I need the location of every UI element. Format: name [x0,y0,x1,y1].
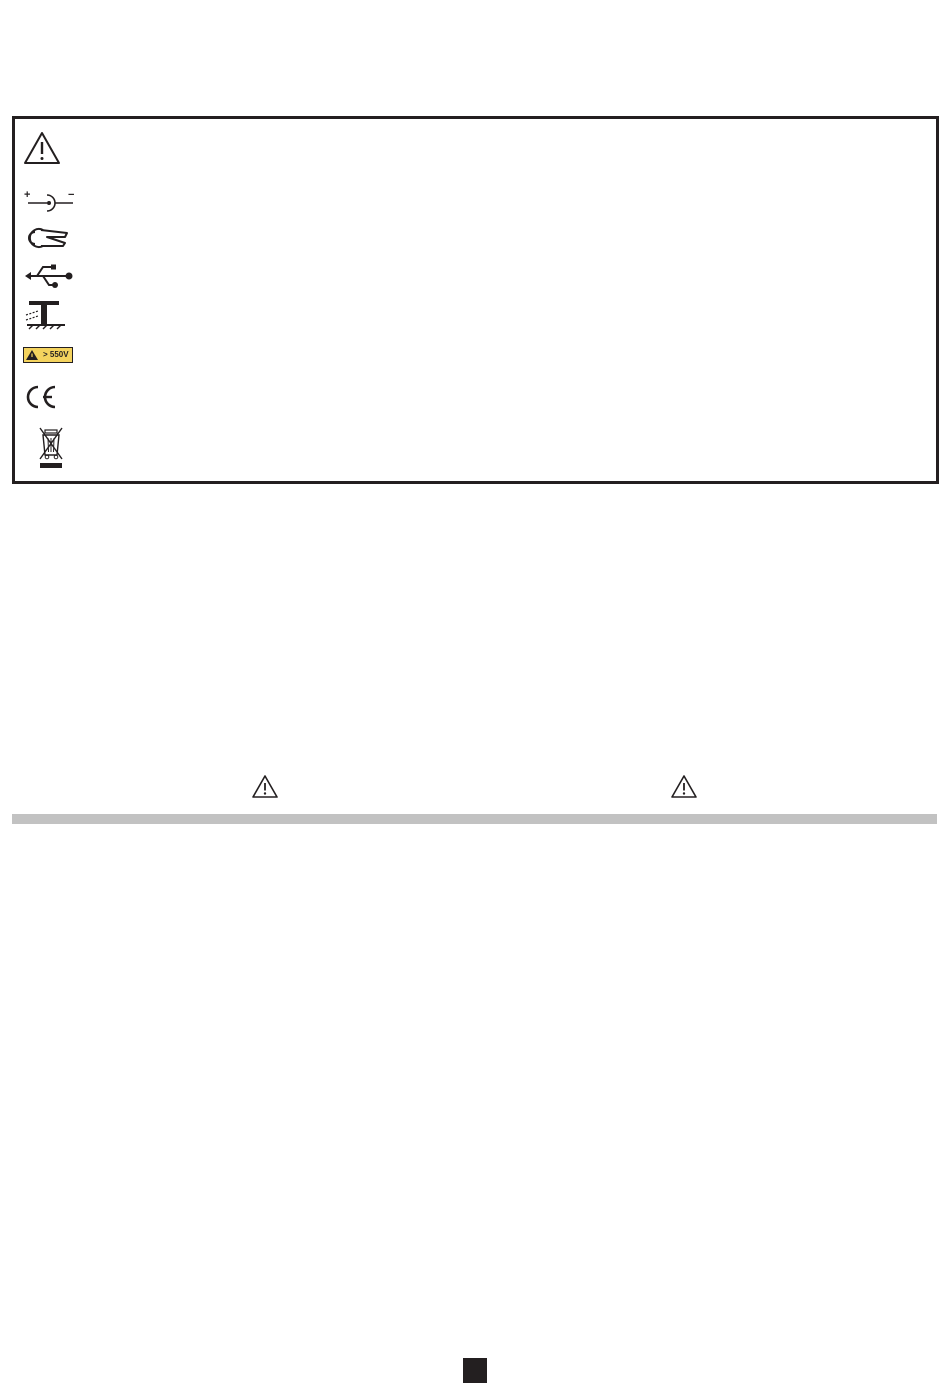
svg-text:−: − [68,189,75,201]
warning-triangle-icon [670,774,698,804]
section-divider [12,814,937,824]
symbols-legend-box [12,116,939,484]
voltage-warning-label-icon [23,347,73,363]
current-clamp-icon [23,225,71,251]
weee-crossed-bin-icon [37,425,67,469]
page-marker [463,1358,487,1383]
ce-mark-icon [23,384,57,410]
voltage-label-text: > 550V [43,350,69,359]
usb-icon [23,263,75,289]
warning-triangle-icon [251,774,279,804]
dc-polarity-connector-icon [23,189,79,213]
earth-ground-icon [23,299,69,331]
warning-triangle-icon [23,131,61,165]
svg-text:+: + [24,189,31,201]
